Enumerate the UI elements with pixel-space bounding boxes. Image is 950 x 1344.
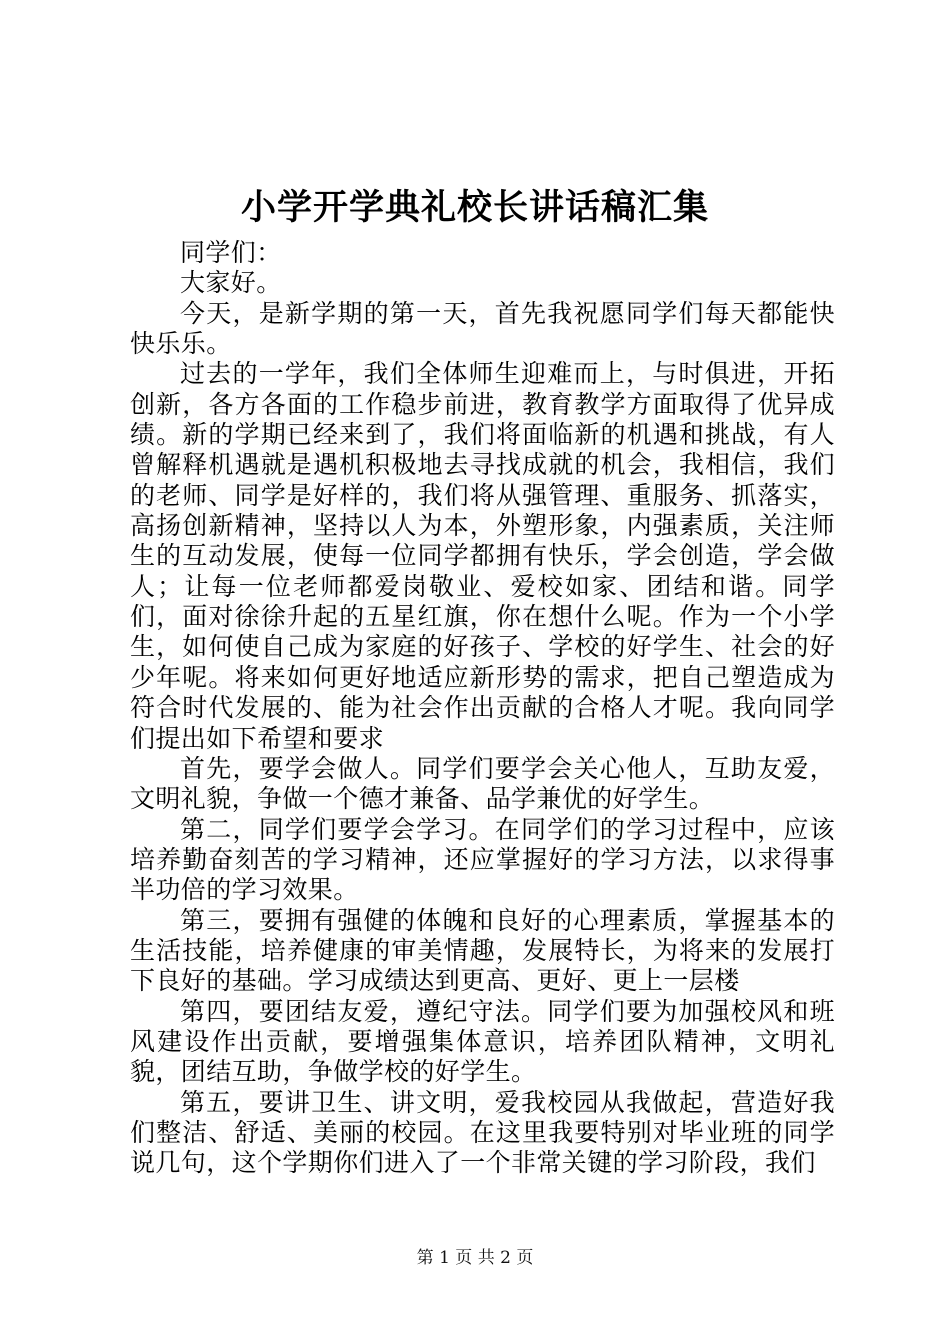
document-body	[130, 238, 835, 1179]
page-footer: 第 1 页 共 2 页	[416, 1248, 534, 1268]
paragraph-opening: 今天，是新学期的第一天，首先我祝愿同学们每天都能快快乐乐。	[130, 298, 835, 359]
paragraph-first: 首先，要学会做人。同学们要学会关心他人，互助友爱，文明礼貌，争做一个德才兼备、品学兼优的好学生。	[130, 753, 835, 814]
paragraph-second: 第二，同学们要学会学习。在同学们的学习过程中，应该培养勤奋刻苦的学习精神，还应掌握好的学习方法，以求得事半功倍的学习效果。	[130, 814, 835, 905]
paragraph-fourth: 第四，要团结友爱，遵纪守法。同学们要为加强校风和班风建设作出贡献，要增强集体意识，培养团队精神，文明礼貌，团结互助，争做学校的好学生。	[130, 996, 835, 1087]
paragraph-greeting: 同学们：	[180, 238, 282, 267]
paragraph-fifth: 第五，要讲卫生、讲文明，爱我校园从我做起，营造好我们整洁、舒适、美丽的校园。在这里我要特别对毕业班的同学说几句，这个学期你们进入了一个非常关键的学习阶段，我们	[130, 1087, 835, 1178]
paragraph-hello: 大家好。	[180, 268, 282, 298]
document-title: 小学开学典礼校长讲话稿汇集	[240, 187, 709, 228]
paragraph-third: 第三，要拥有强健的体魄和良好的心理素质，掌握基本的生活技能，培养健康的审美情趣，发展特长，为将来的发展打下良好的基础。学习成绩达到更高、更好、更上一层楼	[130, 905, 835, 996]
paragraph-review: 过去的一学年，我们全体师生迎难而上，与时俱进，开拓创新，各方各面的工作稳步前进，教育教学方面取得了优异成绩。新的学期已经来到了，我们将面临新的机遇和挑战，有人曾解释机遇就是遇机积极地去寻找成就的机会，我相信，我们的老师、同学是好样的，我们将从强管理、重服务、抓落实，高扬创新精神，坚持以人为本，外塑形象，内强素质，关注师生的互动发展，使每一位同学都拥有快乐，学会创造，学会做人；让每一位老师都爱岗敬业、爱校如家、团结和谐。同学们，面对徐徐升起的五星红旗，你在想什么呢。作为一个小学生，如何使自己成为家庭的好孩子、学校的好学生、社会的好少年呢。将来如何更好地适应新形势的需求，把自己塑造成为符合时代发展的、能为社会作出贡献的合格人才呢。我向同学们提出如下希望和要求	[130, 359, 835, 753]
